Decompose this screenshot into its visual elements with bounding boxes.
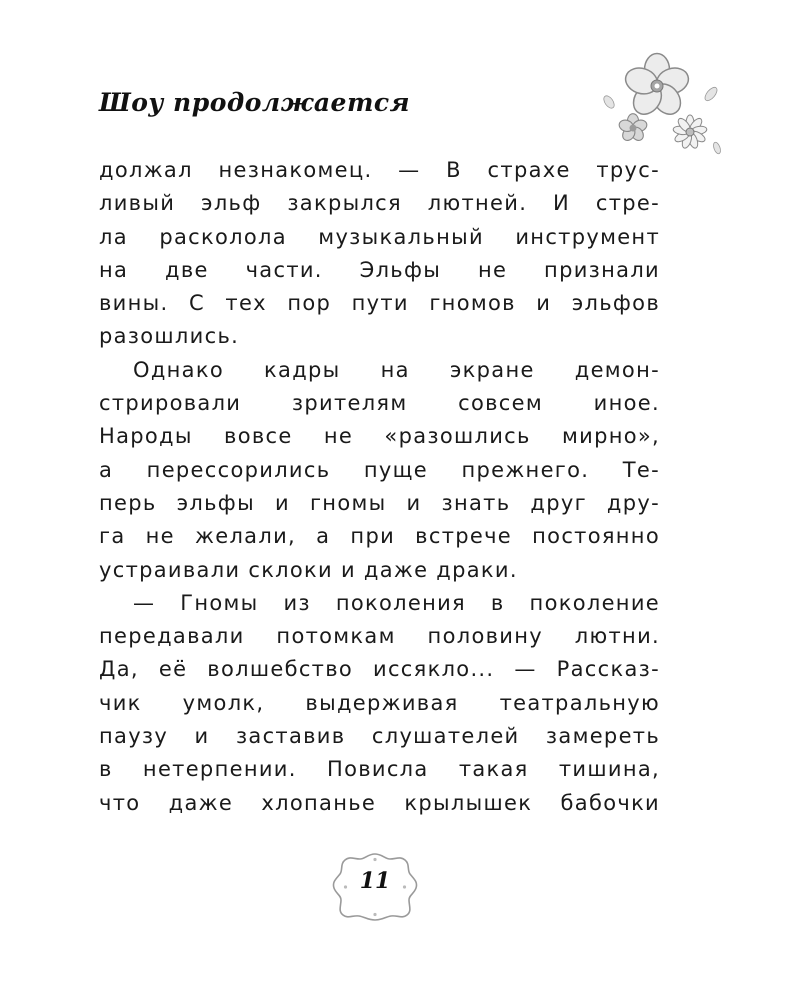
text-line: в нетерпении. Повисла такая тишина, [99,757,660,782]
text-line: ливый эльф закрылся лютней. И стре- [99,191,660,216]
text-line: а перессорились пуще прежнего. Те- [99,457,660,482]
text-line: га не желали, а при встрече постоянно [99,524,660,549]
flowers-decoration-icon [595,50,730,165]
text-line: на две части. Эльфы не признали [99,257,660,282]
text-line: стрировали зрителям совсем иное. [99,391,660,416]
text-line: Да, её волшебство иссякло... — Рассказ- [99,657,660,682]
text-line: устраивали склоки и даже драки. [99,557,518,582]
page-number: 11 [359,868,391,894]
text-line: должал незнакомец. — В страхе трус- [99,158,660,182]
text-line: разошлись. [99,324,240,349]
text-line: перь эльфы и гномы и знать друг дру- [99,490,660,515]
text-line: что даже хлопанье крылышек бабочки [99,790,660,815]
text-line: Однако кадры на экране демон- [133,357,660,382]
text-line: передавали потомкам половину лютни. [99,624,660,649]
text-line: Народы вовсе не «разошлись мирно», [99,424,660,449]
text-line: — Гномы из поколения в поколение [133,590,660,615]
text-line: чик умолк, выдерживая театральную [99,690,660,715]
text-line: паузу и заставив слушателей замереть [99,724,660,749]
body-text [99,154,660,820]
text-line: ла расколола музыкальный инструмент [99,224,660,249]
chapter-title: Шоу продолжается [99,88,411,117]
text-line: вины. С тех пор пути гномов и эльфов [99,291,660,316]
